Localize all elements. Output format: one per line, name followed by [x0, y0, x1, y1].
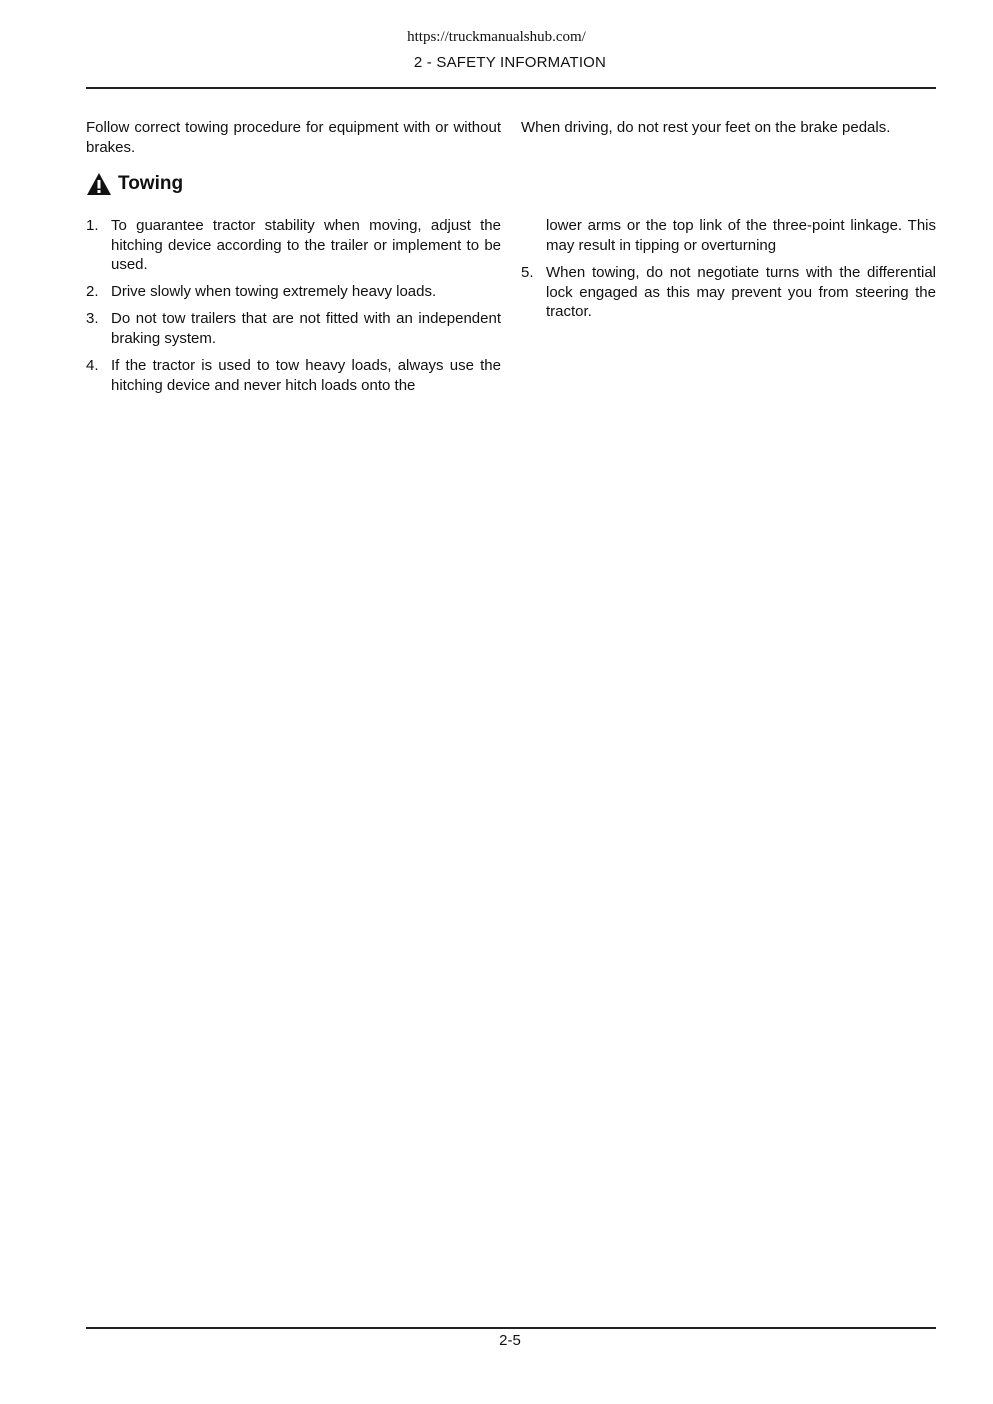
- list-item-number: 5.: [521, 264, 534, 281]
- footer-divider: [86, 1327, 936, 1329]
- list-item-text: Drive slowly when towing extremely heavy loads.: [111, 283, 437, 300]
- list-item-text: When towing, do not negotiate turns with the differential lock engaged as this may prevent you from steering the tractor.: [546, 264, 936, 320]
- list-item-text: Do not tow trailers that are not fitted with an independent braking system.: [111, 310, 501, 347]
- list-item-number: 3.: [86, 310, 99, 327]
- section-title: 2 - SAFETY INFORMATION: [413, 54, 607, 71]
- list-item-number: 2.: [86, 283, 99, 300]
- warning-triangle-icon: [86, 172, 112, 196]
- page-number: 2-5: [499, 1332, 521, 1349]
- list-item-number: 1.: [86, 217, 99, 234]
- list-item-continuation: lower arms or the top link of the three-point linkage. This may result in tipping or overturning: [546, 217, 936, 254]
- towing-heading: [86, 172, 183, 196]
- intro-paragraph-left: Follow correct towing procedure for equipment with or without brakes.: [86, 119, 501, 156]
- list-item-number: 4.: [86, 357, 99, 374]
- source-url: https://truckmanualshub.com/: [407, 29, 586, 45]
- list-item-text: If the tractor is used to tow heavy loads, always use the hitching device and never hitch loads onto the: [111, 357, 501, 394]
- list-item-text: To guarantee tractor stability when moving, adjust the hitching device according to the trailer or implement to be used.: [111, 217, 501, 273]
- header-divider: [86, 87, 936, 89]
- towing-heading-text: Towing: [118, 173, 184, 194]
- intro-paragraph-right: When driving, do not rest your feet on the brake pedals.: [521, 119, 891, 136]
